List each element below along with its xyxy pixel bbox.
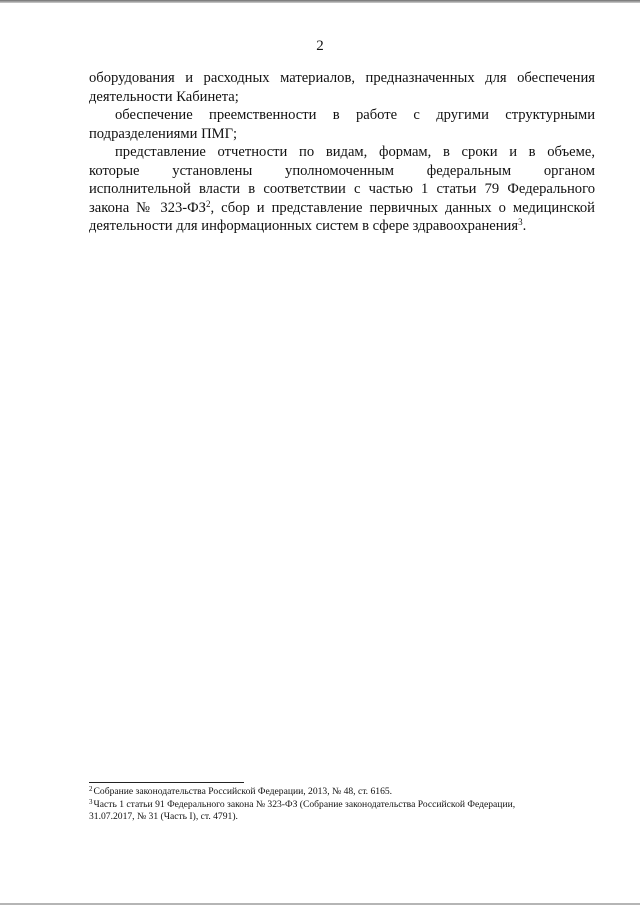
text-line: [89, 199, 595, 218]
footnote-text: 31.07.2017, № 31 (Часть I), ст. 4791).: [89, 811, 238, 822]
document-body: [89, 69, 595, 236]
text-line: обеспечение преемственности в работе с другими структурными: [115, 107, 595, 123]
text-line: деятельности Кабинета;: [89, 88, 239, 105]
text-fragment: деятельности для информационных систем в сфере здравоохранения: [89, 218, 519, 234]
footnote-3: [89, 799, 595, 824]
footnote-reference-2: 2: [206, 198, 211, 209]
text-fragment: , сбор и представление первичных данных о медицинской: [210, 199, 595, 216]
text-line: представление отчетности по видам, формам, в сроки и в объеме,: [115, 144, 595, 160]
text-line: подразделениями ПМГ;: [89, 125, 238, 142]
footnote-text: Часть 1 статьи 91 Федерального закона № 323-ФЗ (Собрание законодательства Российской Федерации,: [93, 798, 516, 810]
footnote-mark: 3: [89, 797, 93, 806]
footnote-separator: [89, 782, 244, 783]
footnote-2: [89, 786, 595, 799]
text-line: которые установлены уполномоченным федеральным органом: [89, 162, 595, 179]
footnotes: [89, 786, 595, 824]
text-fragment: закона № 323-ФЗ: [89, 199, 206, 216]
footnote-reference-3: 3: [518, 217, 523, 227]
scan-edge-top: [0, 0, 640, 3]
paragraph-reporting: [89, 143, 595, 236]
page-number: 2: [316, 38, 324, 54]
paragraph-equipment: [89, 69, 595, 106]
text-fragment: .: [522, 218, 527, 234]
text-line: оборудования и расходных материалов, предназначенных для обеспечения: [89, 70, 595, 86]
paragraph-continuity: [89, 106, 595, 143]
text-line: [89, 217, 595, 236]
footnote-text: Собрание законодательства Российской Федерации, 2013, № 48, ст. 6165.: [93, 786, 393, 797]
footnote-mark: 2: [89, 785, 93, 793]
text-line: исполнительной власти в соответствии с частью 1 статьи 79 Федерального: [89, 181, 595, 197]
